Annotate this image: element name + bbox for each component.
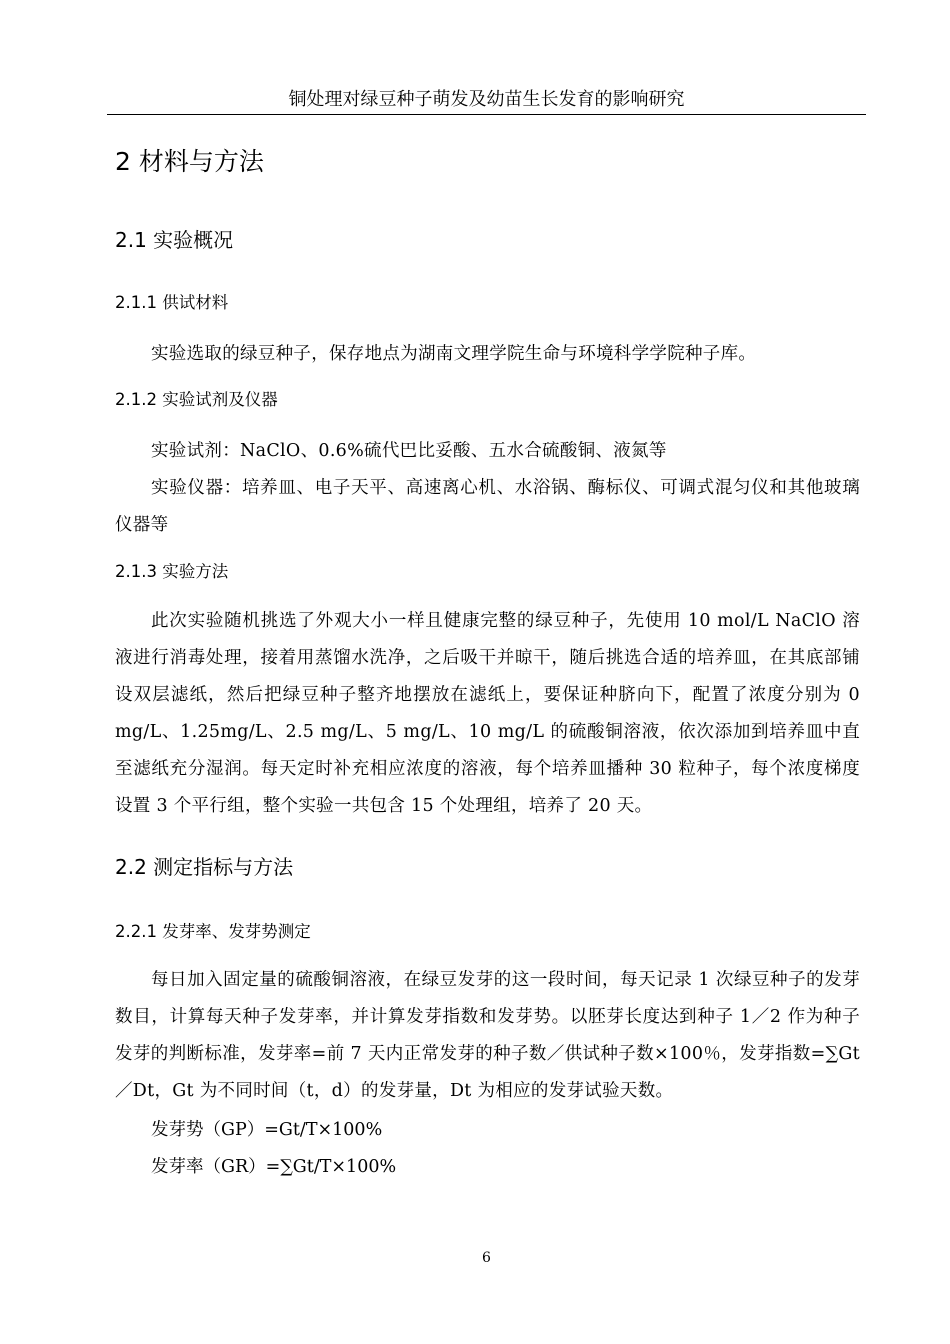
running-header: 铜处理对绿豆种子萌发及幼苗生长发育的影响研究 (107, 88, 866, 115)
chapter-title: 2 材料与方法 (115, 147, 264, 176)
materials-paragraph: 实验选取的绿豆种子，保存地点为湖南文理学院生命与环境科学学院种子库。 (151, 344, 757, 364)
subsection-2-1-1-title: 2.1.1 供试材料 (115, 293, 229, 312)
reagents-paragraph: 实验试剂：NaClO、0.6%硫代巴比妥酸、五水合硫酸铜、液氮等 (151, 441, 667, 461)
page-number: 6 (482, 1250, 491, 1266)
section-2-1-title: 2.1 实验概况 (115, 228, 234, 252)
formula-gp: 发芽势（GP）=Gt/T×100% (151, 1120, 383, 1140)
subsection-2-1-3-title: 2.1.3 实验方法 (115, 562, 229, 581)
method-paragraph: 此次实验随机挑选了外观大小一样且健康完整的绿豆种子，先使用 10 mol/L NaClO 溶液进行消毒处理，接着用蒸馏水洗净，之后吸干并晾干，随后挑选合适的培养皿，在其底部铺设双层滤纸，然后把绿豆种子整齐地摆放在滤纸上，要保证种脐向下，配置了浓度分别为 0 mg/L、1.25mg/L、2.5 mg/L、5 mg/L、10 mg/L 的硫酸铜溶液，依次添加到培养皿中直至滤纸充分湿润。每天定时补充相应浓度的溶液，每个培养皿播种 30 粒种子，每个浓度梯度设置 3 个平行组，整个实验一共包含 15 个处理组，培养了 20 天。 (115, 611, 860, 816)
subsection-2-2-1-title: 2.2.1 发芽率、发芽势测定 (115, 922, 311, 941)
formula-gr: 发芽率（GR）=∑Gt/T×100% (151, 1157, 397, 1177)
instruments-paragraph: 实验仪器：培养皿、电子天平、高速离心机、水浴锅、酶标仪、可调式混匀仪和其他玻璃仪器等 (115, 478, 860, 535)
subsection-2-1-2-title: 2.1.2 实验试剂及仪器 (115, 390, 278, 409)
germination-paragraph: 每日加入固定量的硫酸铜溶液，在绿豆发芽的这一段时间，每天记录 1 次绿豆种子的发芽数目，计算每天种子发芽率，并计算发芽指数和发芽势。以胚芽长度达到种子 1／2 作为种子发芽的判断标准，发芽率=前 7 天内正常发芽的种子数／供试种子数×100％，发芽指数=∑Gt／Dt，Gt 为不同时间（t，d）的发芽量，Dt 为相应的发芽试验天数。 (115, 970, 860, 1101)
section-2-2-title: 2.2 测定指标与方法 (115, 855, 294, 879)
